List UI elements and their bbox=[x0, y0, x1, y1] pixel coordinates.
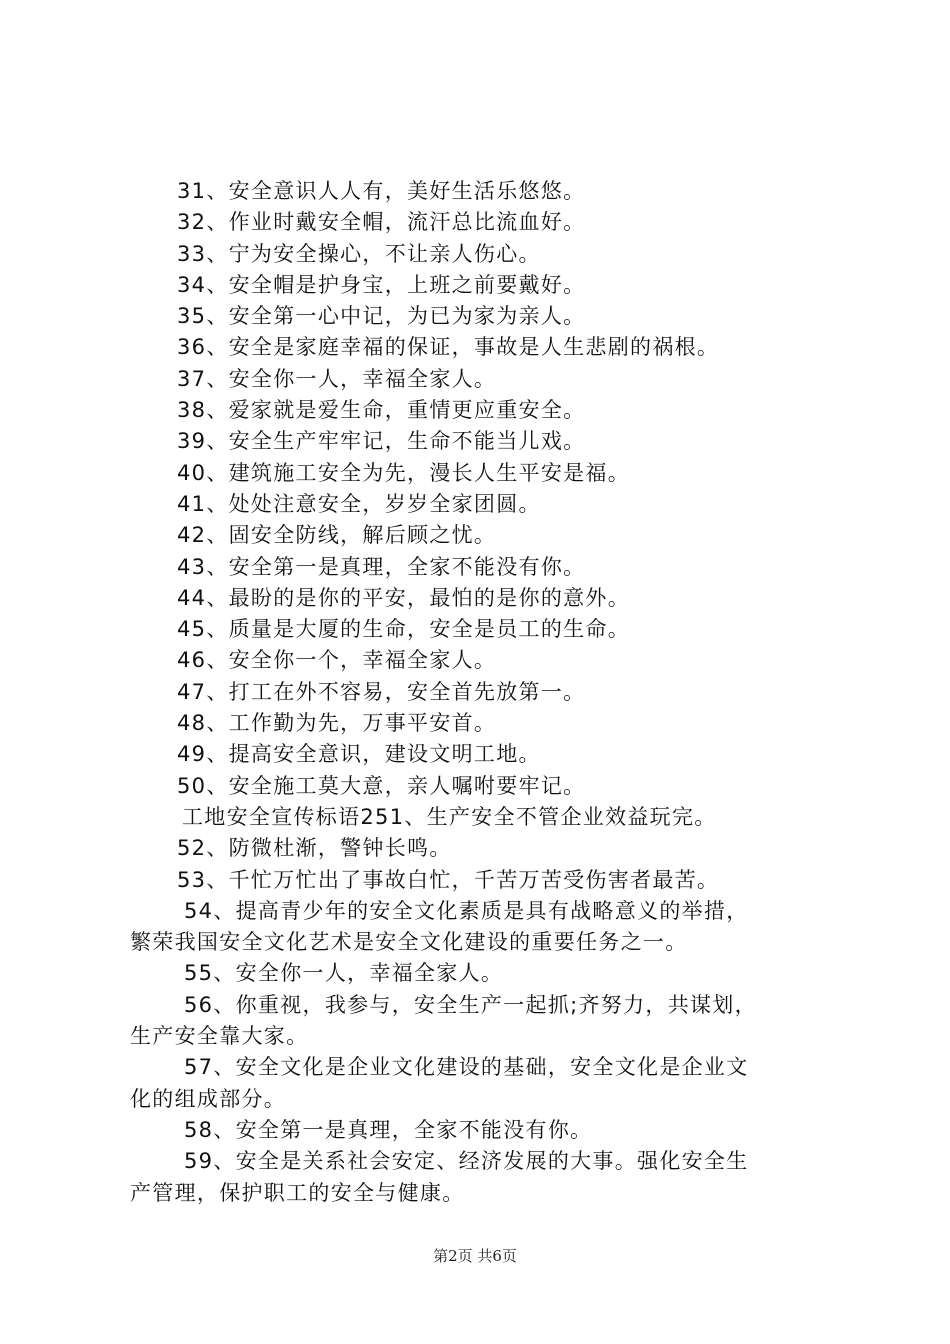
slogan-line: 41、处处注意安全，岁岁全家团圆。 bbox=[177, 491, 541, 516]
slogan-continuation: 生产安全靠大家。 bbox=[130, 1024, 309, 1049]
page-footer: 第2页 共6页 bbox=[433, 1247, 517, 1265]
slogan-paragraph bbox=[130, 1146, 830, 1209]
slogan-line: 50、安全施工莫大意，亲人嘱咐要牢记。 bbox=[177, 773, 586, 798]
slogan-paragraph bbox=[130, 1115, 830, 1146]
slogan-continuation: 化的组成部分。 bbox=[130, 1086, 287, 1111]
slogan-first-line: 59、安全是关系社会安定、经济发展的大事。强化安全生 bbox=[184, 1149, 749, 1174]
slogan-line: 38、爱家就是爱生命，重情更应重安全。 bbox=[177, 398, 586, 423]
slogan-line: 工地安全宣传标语251、生产安全不管企业效益玩完。 bbox=[182, 804, 717, 829]
slogan-line: 49、提高安全意识，建设文明工地。 bbox=[177, 742, 541, 767]
slogan-first-line: 54、提高青少年的安全文化素质是具有战略意义的举措， bbox=[184, 898, 749, 923]
slogan-line: 44、最盼的是你的平安，最怕的是你的意外。 bbox=[177, 585, 631, 610]
slogan-paragraph bbox=[130, 896, 830, 959]
slogan-continuation: 繁荣我国安全文化艺术是安全文化建设的重要任务之一。 bbox=[130, 930, 688, 955]
slogan-line: 36、安全是家庭幸福的保证，事故是人生悲剧的祸根。 bbox=[177, 335, 720, 360]
slogan-line: 31、安全意识人人有，美好生活乐悠悠。 bbox=[177, 179, 586, 203]
slogan-line: 53、千忙万忙出了事故白忙，千苦万苦受伤害者最苦。 bbox=[177, 867, 720, 892]
slogan-line: 48、工作勤为先，万事平安首。 bbox=[177, 711, 497, 736]
slogan-continuation: 产管理，保护职工的安全与健康。 bbox=[130, 1180, 465, 1205]
slogan-line: 45、质量是大厦的生命，安全是员工的生命。 bbox=[177, 617, 631, 642]
slogan-first-line: 58、安全第一是真理，全家不能没有你。 bbox=[184, 1117, 593, 1142]
slogan-list bbox=[130, 176, 830, 1209]
slogan-line: 33、宁为安全操心，不让亲人伤心。 bbox=[177, 241, 541, 266]
slogan-paragraph bbox=[130, 1052, 830, 1115]
slogan-line: 46、安全你一个，幸福全家人。 bbox=[177, 648, 497, 673]
slogan-first-line: 55、安全你一人，幸福全家人。 bbox=[184, 961, 504, 986]
slogan-first-line: 56、你重视，我参与，安全生产一起抓;齐努力，共谋划， bbox=[184, 992, 757, 1017]
slogan-line: 32、作业时戴安全帽，流汗总比流血好。 bbox=[177, 210, 586, 235]
slogan-paragraph bbox=[130, 990, 830, 1053]
slogan-line: 47、打工在外不容易，安全首先放第一。 bbox=[177, 679, 586, 704]
slogan-line: 52、防微杜渐，警钟长鸣。 bbox=[177, 836, 452, 861]
slogan-line: 37、安全你一人，幸福全家人。 bbox=[177, 366, 497, 391]
slogan-line: 42、固安全防线，解后顾之忧。 bbox=[177, 523, 497, 548]
slogan-line: 34、安全帽是护身宝，上班之前要戴好。 bbox=[177, 272, 586, 297]
slogan-line: 35、安全第一心中记，为已为家为亲人。 bbox=[177, 304, 586, 329]
slogan-line: 40、建筑施工安全为先，漫长人生平安是福。 bbox=[177, 460, 631, 485]
slogan-first-line: 57、安全文化是企业文化建设的基础，安全文化是企业文 bbox=[184, 1055, 749, 1080]
slogan-line: 39、安全生产牢牢记，生命不能当儿戏。 bbox=[177, 429, 586, 454]
slogan-paragraph bbox=[130, 958, 830, 989]
slogan-line: 43、安全第一是真理，全家不能没有你。 bbox=[177, 554, 586, 579]
